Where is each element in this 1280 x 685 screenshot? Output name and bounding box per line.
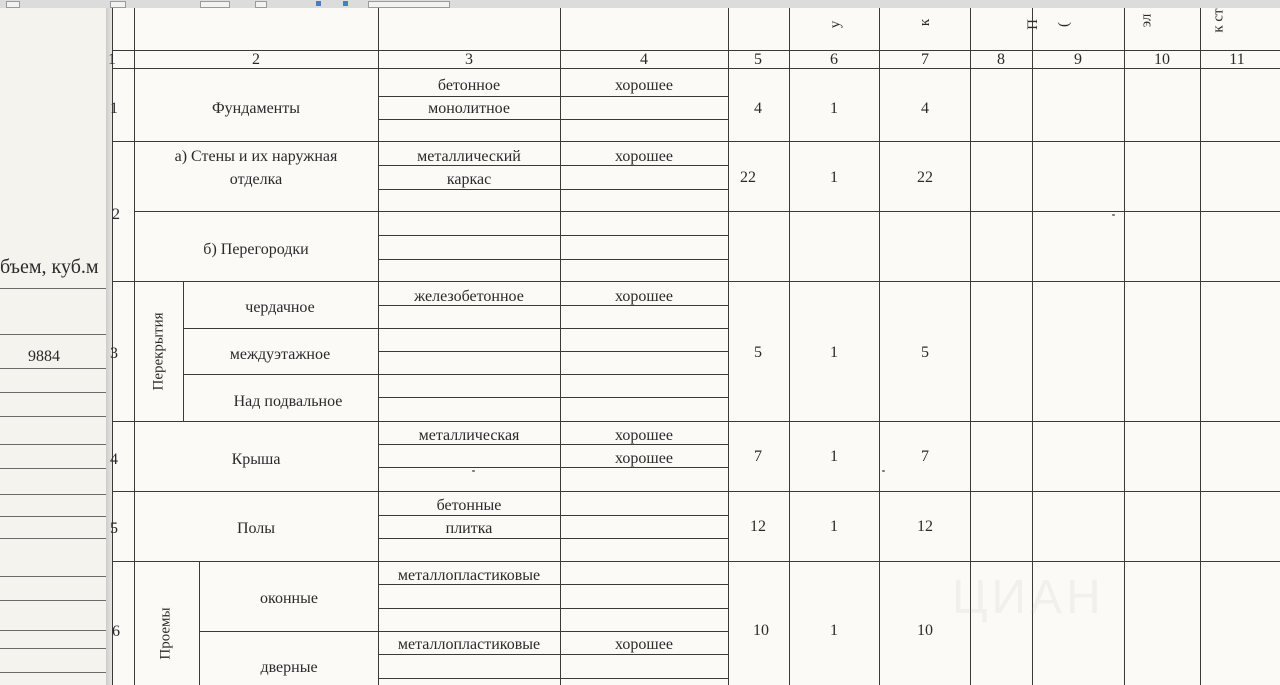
value-col7: 10: [917, 622, 933, 639]
col-number: 3: [465, 51, 473, 68]
header-fragment: П: [1024, 19, 1041, 30]
header-fragment: эл: [1138, 13, 1155, 28]
material: металлическая: [418, 427, 520, 444]
material: бетонное: [437, 77, 501, 94]
value-col7: 7: [921, 448, 929, 465]
sub-element: чердачное: [245, 299, 315, 316]
scan-speck: [1112, 214, 1115, 216]
sub-element: Над подвальное: [233, 393, 343, 410]
sub-element: оконные: [260, 590, 318, 607]
group-label: Перекрытия: [150, 312, 167, 391]
document-icon[interactable]: [343, 1, 348, 6]
header-fragment: к: [917, 18, 934, 27]
sub-element: междуэтажное: [229, 346, 331, 363]
value-col6: 1: [830, 622, 838, 639]
col-number: 6: [830, 51, 838, 68]
value-col5: 7: [754, 448, 762, 465]
material: металлопластиковые: [397, 567, 541, 584]
col-number: 7: [921, 51, 929, 68]
col-number: 10: [1154, 51, 1170, 68]
page-input[interactable]: [200, 1, 230, 8]
value-col7: 5: [921, 344, 929, 361]
scan-speck: [882, 470, 885, 472]
value-col6: 1: [830, 100, 838, 117]
value-col7: 4: [921, 100, 929, 117]
element-name: Полы: [236, 520, 276, 537]
col-number: 2: [252, 51, 260, 68]
col-number: 11: [1229, 51, 1245, 68]
element-name: б) Перегородки: [203, 241, 309, 258]
element-name: Крыша: [231, 451, 281, 468]
value-col6: 1: [830, 448, 838, 465]
condition: хорошее: [615, 636, 673, 653]
header-fragment: к ст: [1210, 8, 1227, 33]
condition: хорошее: [615, 450, 673, 467]
row-number: 3: [110, 345, 118, 362]
row-number: 6: [112, 623, 120, 640]
watermark: ЦИАН: [952, 571, 1105, 624]
condition: хорошее: [615, 427, 673, 444]
condition: хорошее: [615, 288, 673, 305]
value-col5: 12: [750, 518, 766, 535]
material: металлический: [417, 148, 521, 165]
value-col6: 1: [830, 169, 838, 186]
header-fragment: (: [1056, 22, 1072, 27]
col-number: 8: [997, 51, 1005, 68]
condition: хорошее: [615, 77, 673, 94]
value-col6: 1: [830, 518, 838, 535]
search-input[interactable]: [368, 1, 450, 8]
row-number: 5: [110, 520, 118, 537]
row-number: 2: [112, 206, 120, 223]
col-number: 1: [108, 51, 116, 68]
document-icon[interactable]: [316, 1, 321, 6]
material: каркас: [446, 171, 492, 188]
element-name: отделка: [229, 171, 283, 188]
element-name: а) Стены и их наружная: [174, 148, 338, 165]
toolbar-button[interactable]: [110, 1, 126, 8]
value-col5: 5: [754, 344, 762, 361]
toolbar-button[interactable]: [255, 1, 267, 8]
value-col5: 10: [753, 622, 769, 639]
volume-header: бъем, куб.м: [0, 256, 99, 278]
group-label: Проемы: [157, 607, 174, 660]
previous-page-fragment: [0, 8, 110, 685]
element-name: Фундаменты: [212, 100, 300, 117]
col-number: 4: [640, 51, 648, 68]
row-number: 1: [110, 100, 118, 117]
header-fragment: у: [827, 20, 844, 29]
sub-element: дверные: [260, 659, 318, 676]
scan-speck: [472, 470, 475, 472]
structural-elements-table: [108, 8, 1280, 685]
value-col5: 22: [740, 169, 756, 186]
volume-value: 9884: [28, 348, 60, 365]
value-col5: 4: [754, 100, 762, 117]
material: бетонные: [436, 497, 502, 514]
material: плитка: [445, 520, 493, 537]
material: железобетонное: [414, 288, 524, 305]
material: монолитное: [428, 100, 510, 117]
value-col7: 12: [917, 518, 933, 535]
toolbar-button[interactable]: [6, 1, 20, 8]
col-number: 5: [754, 51, 762, 68]
row-number: 4: [110, 451, 118, 468]
value-col7: 22: [917, 169, 933, 186]
material: металлопластиковые: [397, 636, 541, 653]
condition: хорошее: [615, 148, 673, 165]
value-col6: 1: [830, 344, 838, 361]
col-number: 9: [1074, 51, 1082, 68]
